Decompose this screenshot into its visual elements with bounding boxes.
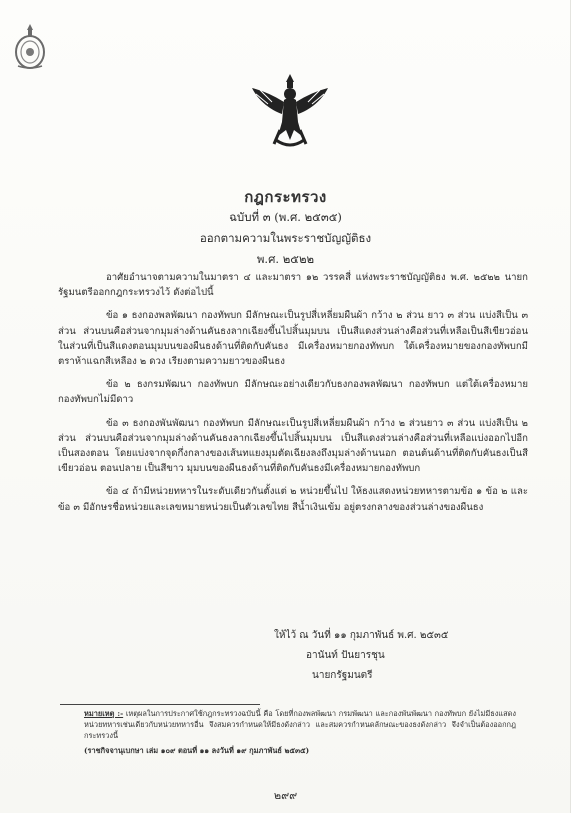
gazette-reference: (ราชกิจจานุเบกษา เล่ม ๑๐๙ ตอนที่ ๑๑ ลงวันที่ ๑๙ กุมภาพันธ์ ๒๕๓๕) <box>84 746 310 755</box>
preamble: อาศัยอำนาจตามความในมาตรา ๔ และมาตรา ๑๒ วรรคสี่ แห่งพระราชบัญญัติธง พ.ศ. ๒๕๒๒ นายกรัฐมนตรีออกกฎกระทรวงไว้ ดังต่อไปนี้ <box>58 272 528 299</box>
clause-4: ข้อ ๔ ถ้ามีหน่วยทหารในระดับเดียวกันตั้งแต่ ๒ หน่วยขึ้นไป ให้ธงแสดงหน่วยทหารตามข้อ ๑ ข้อ ๒ และข้อ ๓ มีอักษรชื่อหน่วยและเลขหมายหน่วยเป็นตัวเลขไทย สีน้ำเงินเข้ม อยู่ตรงกลางของส่วนล่างของผืนธง <box>58 486 528 513</box>
footnote-divider <box>60 704 260 705</box>
signer-position: นายกรัฐมนตรี <box>312 670 373 681</box>
law-title: กฎกระทรวง <box>244 188 327 206</box>
footnote <box>84 708 516 742</box>
clause-2: ข้อ ๒ ธงกรมพัฒนา กองทัพบก มีลักษณะอย่างเดียวกับธงกองพลพัฒนา กองทัพบก แต่ใต้เครื่องหมายกองทัพบกไม่มีดาว <box>58 379 528 406</box>
garuda-emblem-icon <box>248 70 332 154</box>
issue-number: ฉบับที่ ๓ (พ.ศ. ๒๕๓๕) <box>229 210 342 224</box>
law-body <box>58 270 528 515</box>
footnote-label: หมายเหตุ :- <box>84 709 124 718</box>
signing-date: ให้ไว้ ณ วันที่ ๑๑ กุมภาพันธ์ พ.ศ. ๒๕๓๕ <box>274 630 449 641</box>
royal-seal-icon <box>12 22 48 70</box>
clause-1: ข้อ ๑ ธงกองพลพัฒนา กองทัพบก มีลักษณะเป็นรูปสี่เหลี่ยมผืนผ้า กว้าง ๒ ส่วน ยาว ๓ ส่วน แบ่งสีเป็น ๓ ส่วน ส่วนบนคือส่วนจากมุมล่างด้านคันธงลากเฉียงขึ้นไปสิ้นมุมบน เป็นสีแดงส่วนล่างคือส่วนที่เหลือเป็นสีเขียวอ่อน ในส่วนที่เป็นสีแดงตอนมุมบนของผืนธงด้านที่ติดกับคันธง มีเครื่องหมายกองทัพบก ใต้เครื่องหมายของกองทัพบกมีตราห้าแฉกสีเหลือง ๒ ดวง เรียงตามความยาวของผืนธง <box>58 310 528 368</box>
law-subtitle: ออกตามความในพระราชบัญญัติธง <box>199 231 372 245</box>
signer-name: อานันท์ ปันยารชุน <box>306 650 385 661</box>
clause-3: ข้อ ๓ ธงกองพันพัฒนา กองทัพบก มีลักษณะเป็นรูปสี่เหลี่ยมผืนผ้า กว้าง ๒ ส่วนยาว ๓ ส่วน แบ่งสีเป็น ๒ ส่วน ส่วนบนคือส่วนจากมุมล่างด้านคันธงลากเฉียงขึ้นไปสิ้นมุมบน เป็นสีแดงส่วนล่างคือส่วนที่เหลือแบ่งออกไปอีกเป็นสองตอน โดยแบ่งจากจุดกึ่งกลางของเส้นทแยงมุมตัดเฉียงลงถึงมุมล่างด้านนอก ตอนต้นด้านที่ติดกับคันธงเป็นสีเขียวอ่อน ตอนปลาย เป็นสีขาว มุมบนของผืนธงด้านที่ติดกับคันธงมีเครื่องหมายกองทัพบก <box>58 417 528 475</box>
footnote-text: เหตุผลในการประกาศใช้กฎกระทรวงฉบับนี้ คือ โดยที่กองพลพัฒนา กรมพัฒนา และกองพันพัฒนา กองทัพบก ยังไม่มีธงแสดงหน่วยทหารเช่นเดียวกับหน่วยทหารอื่น จึงสมควรกำหนดให้มีธงดังกล่าว และสมควรกำหนดลักษณะของธงดังกล่าว จึงจำเป็นต้องออกกฎกระทรวงนี้ <box>84 709 516 741</box>
act-year: พ.ศ. ๒๕๒๒ <box>256 252 315 266</box>
page-number: ๒๙๙ <box>273 789 298 802</box>
